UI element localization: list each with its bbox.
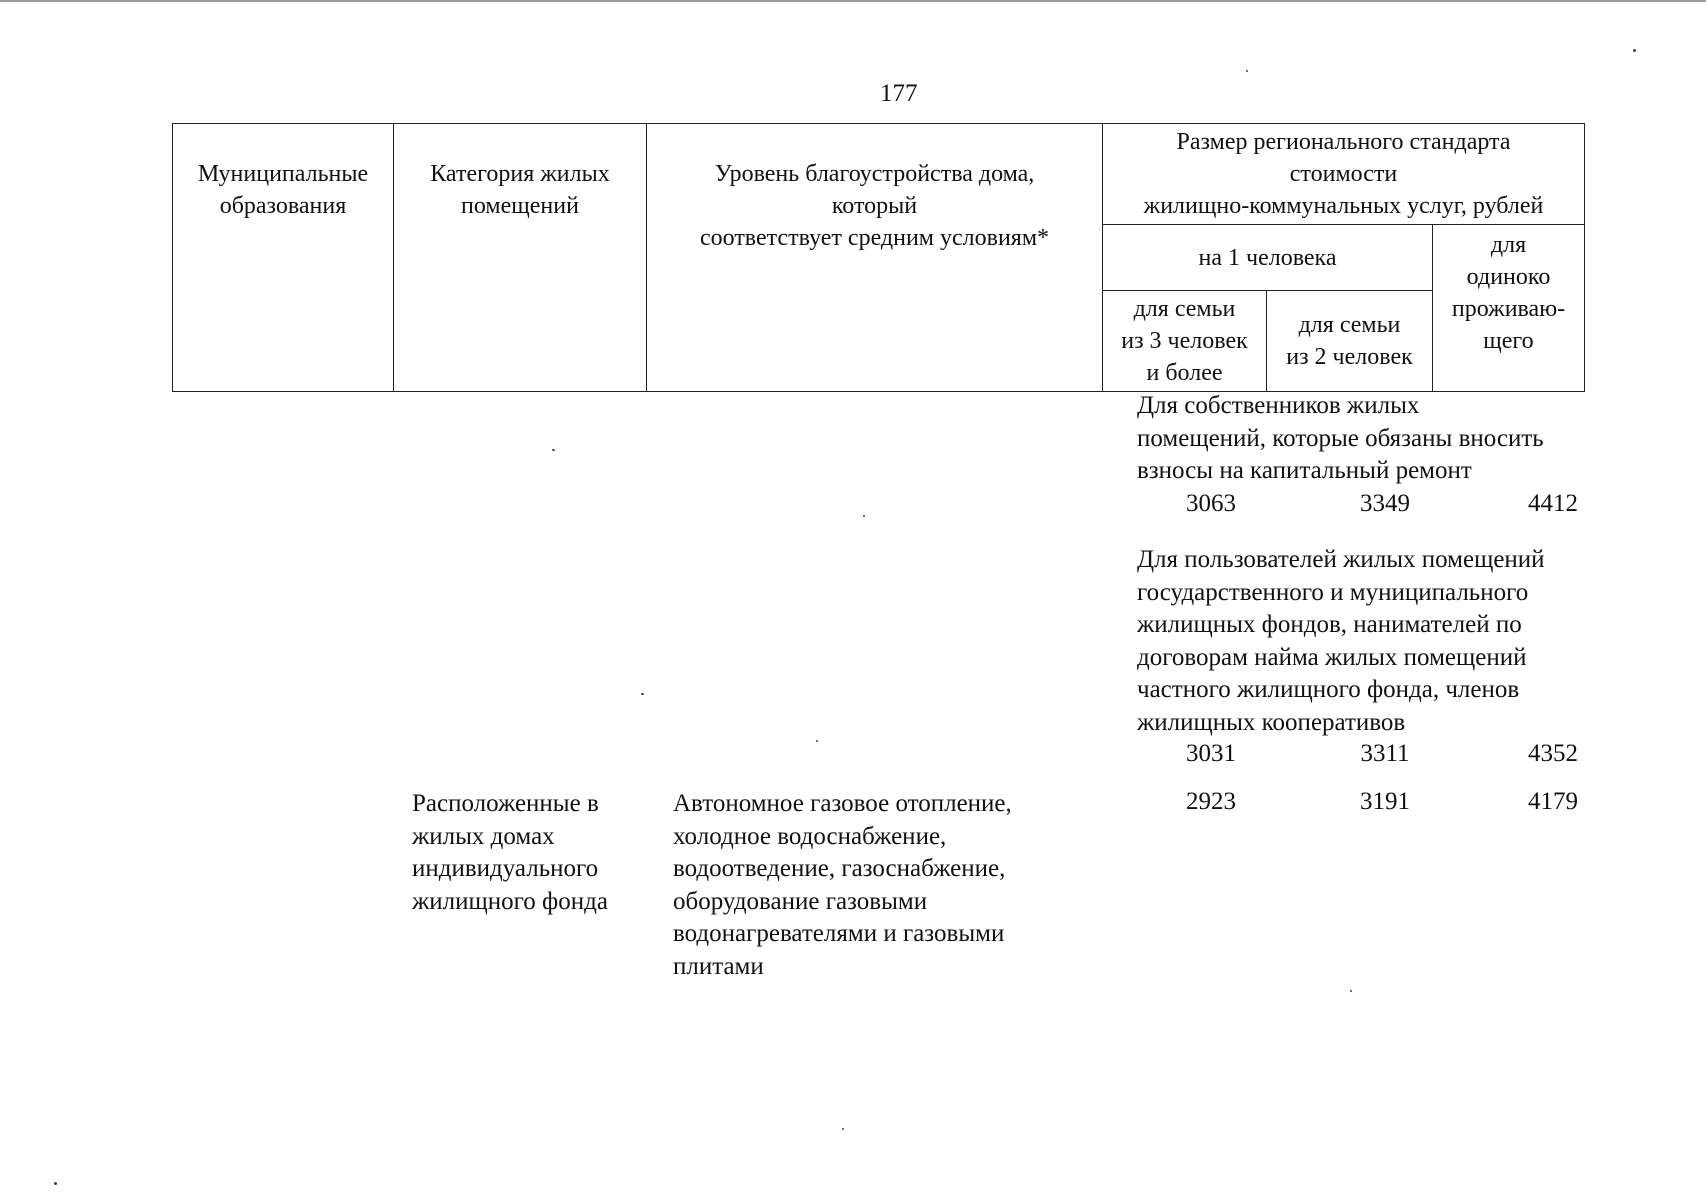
owners-value-family2: 3349 [1360, 490, 1410, 517]
header-single: для одиноко проживаю- щего [1433, 225, 1585, 392]
scan-speck [1350, 990, 1352, 992]
top-rule [0, 0, 1706, 2]
scan-speck [641, 693, 644, 695]
header-family-2: для семьи из 2 человек [1267, 291, 1433, 392]
owners-value-family3: 3063 [1186, 490, 1236, 517]
owners-value-single: 4412 [1528, 490, 1578, 517]
scan-speck [1246, 70, 1248, 72]
users-value-family2: 3311 [1360, 740, 1410, 767]
owners-block-title: Для собственников жилых помещений, которые обязаны вносить взносы на капитальный ремонт [1137, 392, 1544, 484]
scan-speck [816, 740, 818, 742]
header-per-person: на 1 человека [1103, 225, 1433, 291]
header-standard-size: Размер регионального стандарта стоимости жилищно-коммунальных услуг, рублей [1103, 124, 1585, 225]
row-category: Расположенные в жилых домах индивидуального жилищного фонда [412, 790, 608, 915]
header-table [172, 123, 1585, 392]
header-category: Категория жилых помещений [394, 124, 647, 392]
row-value-family2: 3191 [1360, 788, 1410, 815]
scan-speck [54, 1182, 57, 1185]
scan-speck [1633, 49, 1636, 52]
header-municipal: Муниципальные образования [173, 124, 394, 392]
row-value-family3: 2923 [1186, 788, 1236, 815]
header-family-3: для семьи из 3 человек и более [1103, 291, 1267, 392]
scan-speck [842, 1128, 844, 1130]
scan-speck [863, 515, 865, 517]
users-block-title: Для пользователей жилых помещений государственного и муниципального жилищных фондов, нанимателей по договорам найма жилых помещений частного жилищного фонда, членов жилищных кооперативов [1137, 546, 1545, 736]
header-level: Уровень благоустройства дома, который соответствует средним условиям* [647, 124, 1103, 392]
users-value-family3: 3031 [1186, 740, 1236, 767]
users-value-single: 4352 [1528, 740, 1578, 767]
row-value-single: 4179 [1528, 788, 1578, 815]
row-level: Автономное газовое отопление, холодное водоснабжение, водоотведение, газоснабжение, оборудование газовыми водонагревателями и газовыми плитами [673, 790, 1012, 980]
scan-speck [552, 449, 555, 451]
page-number: 177 [880, 80, 918, 107]
